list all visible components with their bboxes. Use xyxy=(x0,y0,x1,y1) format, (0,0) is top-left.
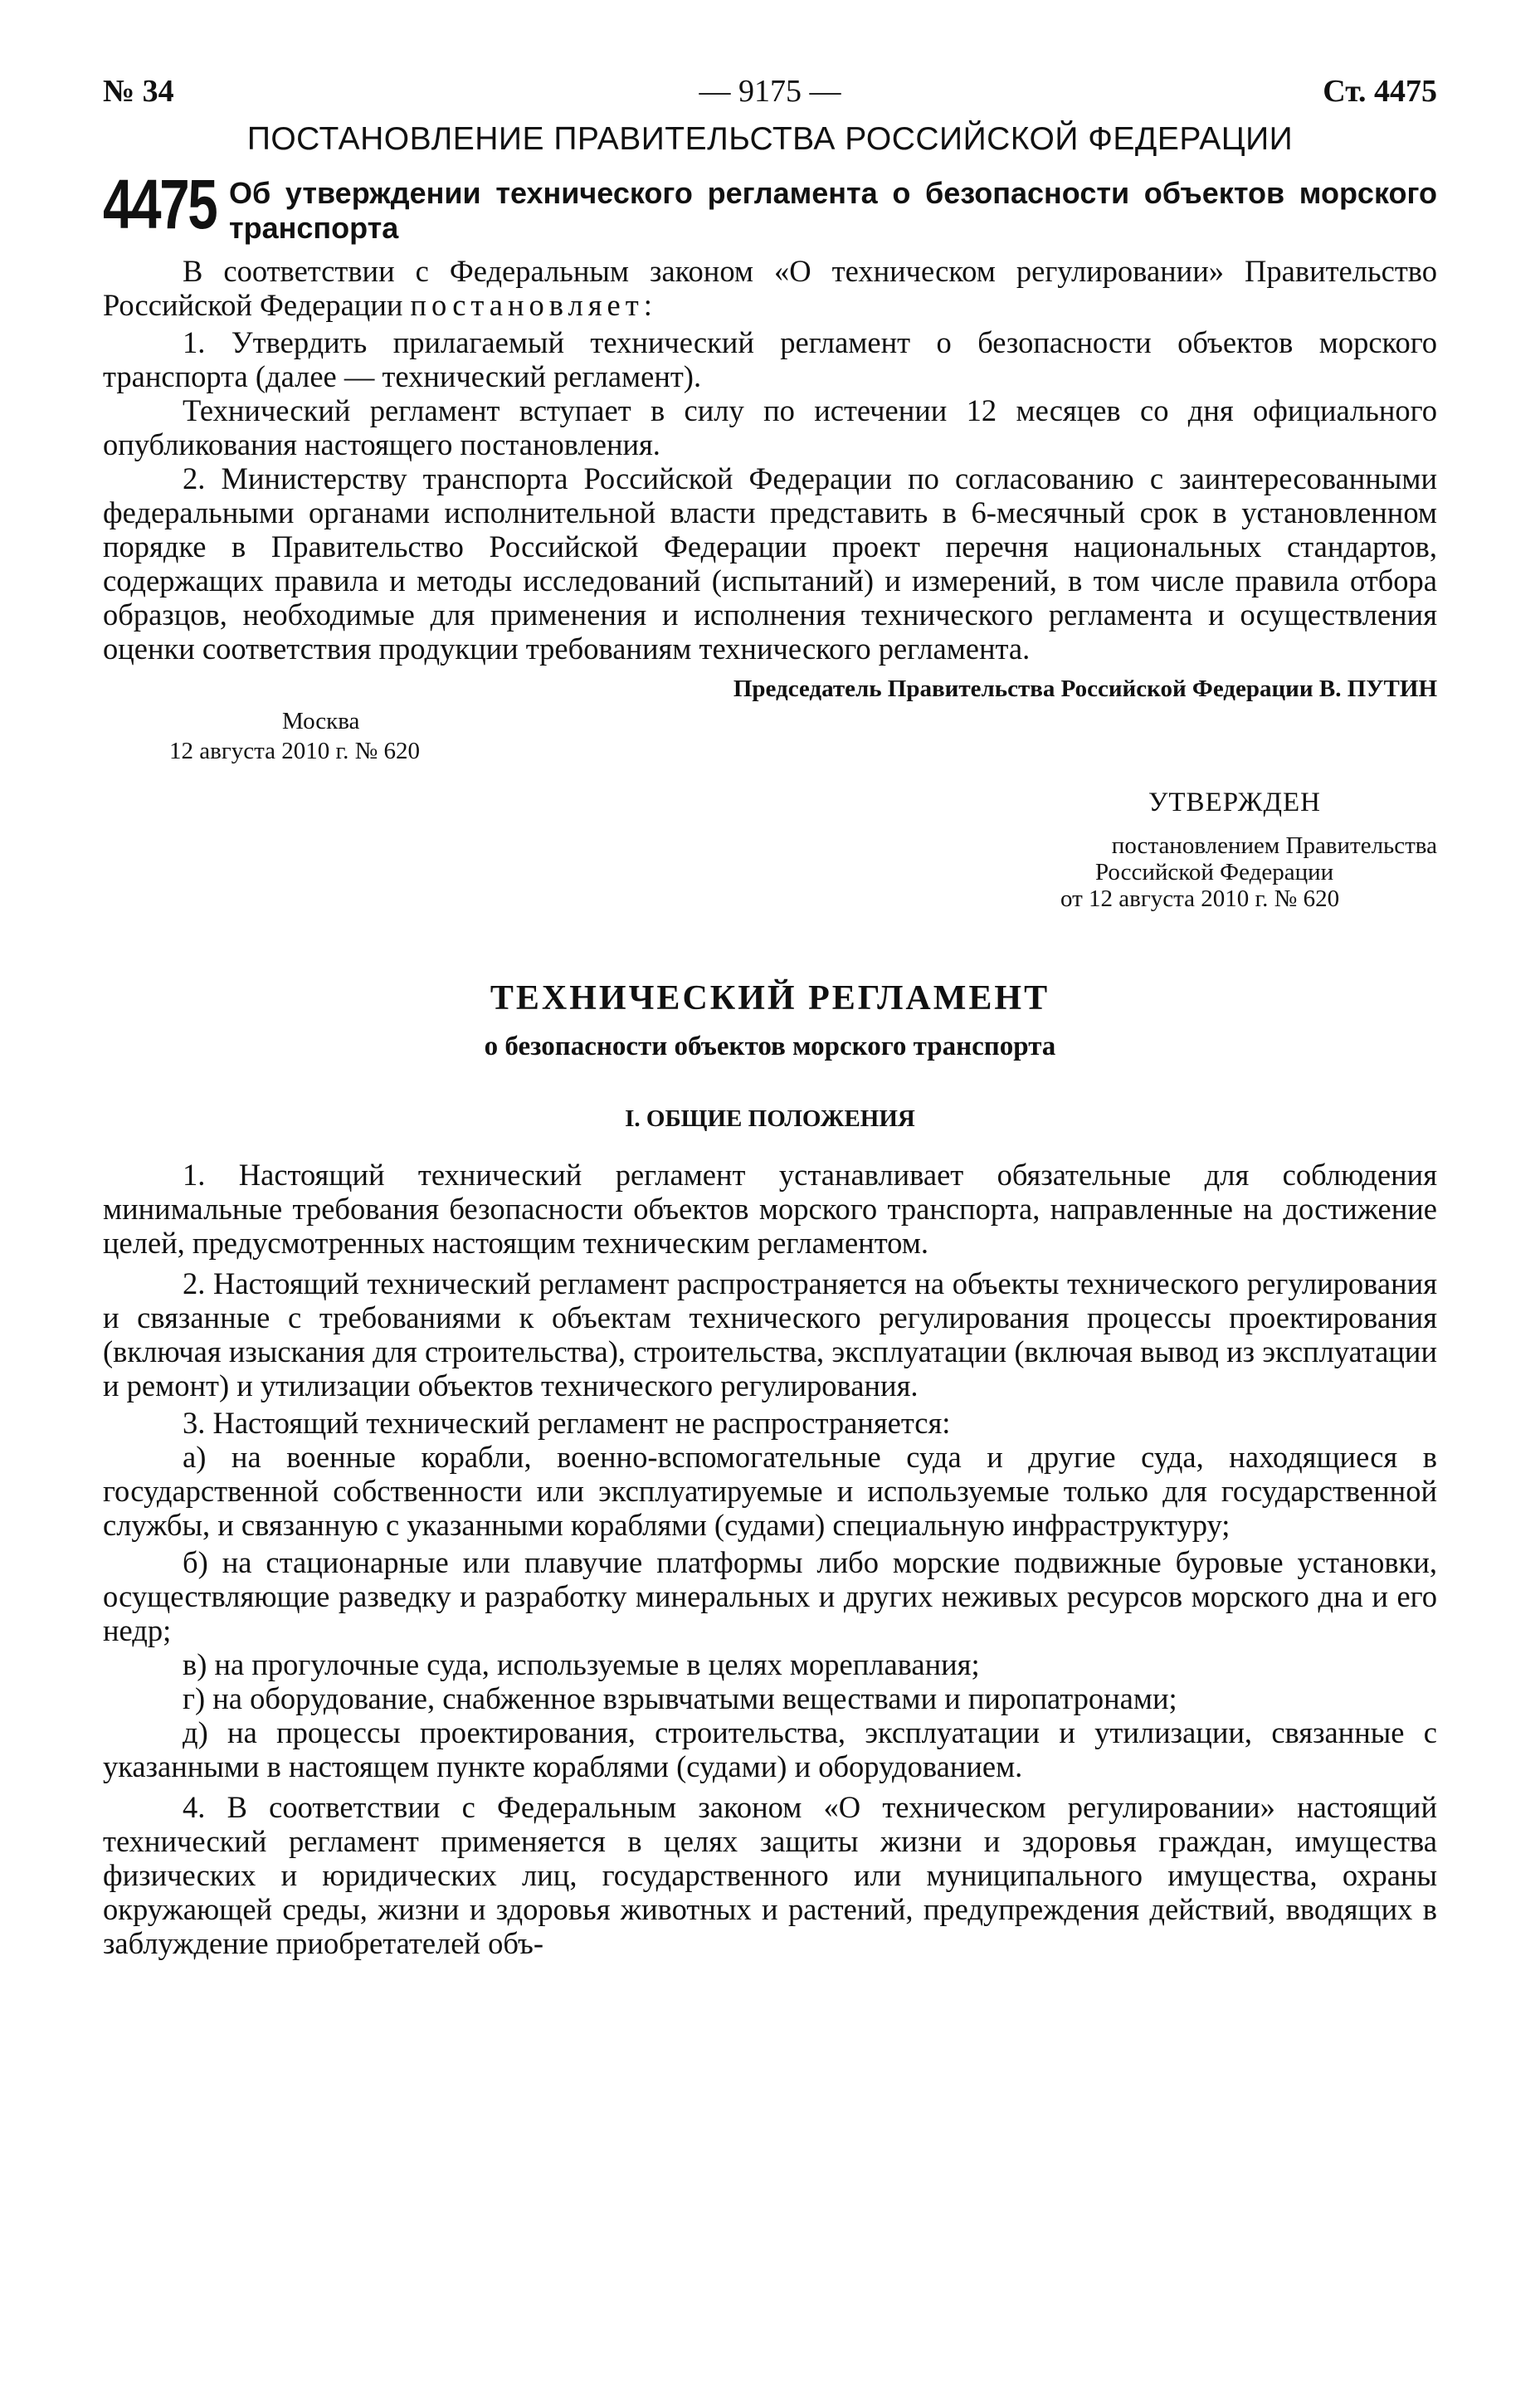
act-title: Об утверждении технического регламента о безопасности объектов морского транспорта xyxy=(229,176,1437,245)
regulation-paragraph-3: 3. Настоящий технический регламент не распространяется: xyxy=(183,1406,951,1440)
clause-2: 2. Министерству транспорта Российской Федерации по согласованию с заинтересованными федеральными органами исполнительной власти представить в 6-месячный срок в установленном порядке в Правительство Российской Федерации проект перечня национальных стандартов, содержащих правила и методы исследований (испытаний) и измерений, в том числе правила отбора образцов, необходимые для применения и исполнения технического регламента и осуществления оценки соответствия продукции требованиям технического регламента. xyxy=(103,461,1437,666)
approval-stamp xyxy=(103,788,1437,954)
approved-title: УТВЕРЖДЕН xyxy=(1148,788,1321,817)
signature: Председатель Правительства Российской Федерации В. ПУТИН xyxy=(733,676,1437,702)
regulation-title: ТЕХНИЧЕСКИЙ РЕГЛАМЕНТ xyxy=(490,979,1050,1017)
preamble-text: В соответствии с Федеральным законом «О техническом регулировании» Правительство Российской Федерации xyxy=(103,254,1437,322)
running-head xyxy=(103,73,1437,115)
act-heading xyxy=(103,165,1437,254)
section-title: I. ОБЩИЕ ПОЛОЖЕНИЯ xyxy=(625,1105,915,1132)
regulation-item-d: д) на процессы проектирования, строительства, эксплуатации и утилизации, связанные с указанными в настоящем пункте кораблями (судами) и оборудованием. xyxy=(103,1715,1437,1783)
place-and-date xyxy=(103,703,1437,769)
place-date: 12 августа 2010 г. № 620 xyxy=(169,738,421,764)
article-number: Ст. 4475 xyxy=(1323,74,1437,109)
regulation-paragraph-1: 1. Настоящий технический регламент устанавливает обязательные для соблюдения минимальные требования безопасности объектов морского транспорта, направленные на достижение целей, предусмотренных настоящим техническим регламентом. xyxy=(103,1158,1437,1260)
regulation-item-b: б) на стационарные или плавучие платформы либо морские подвижные буровые установки, осуществляющие разведку и разработку минеральных и других неживых ресурсов морского дна и его недр; xyxy=(103,1545,1437,1647)
preamble xyxy=(103,254,1437,322)
regulation-item-a: а) на военные корабли, военно-вспомогательные суда и другие суда, находящиеся в государственной собственности или эксплуатируемые и используемые только для государственной службы, и связанную с указанными кораблями (судами) специальную инфраструктуру; xyxy=(103,1440,1437,1542)
clause-1: 1. Утвердить прилагаемый технический регламент о безопасности объектов морского транспорта (далее — технический регламент). xyxy=(103,325,1437,393)
regulation-paragraph-4: 4. В соответствии с Федеральным законом «О техническом регулировании» настоящий технический регламент применяется в целях защиты жизни и здоровья граждан, имущества физических и юридических лиц, государственного или муниципального имущества, охраны окружающей среды, жизни и здоровья животных и растений, предупреждения действий, вводящих в заблуждение приобретателей объ- xyxy=(103,1790,1437,1960)
preamble-verb: постановляет: xyxy=(410,288,657,322)
act-number: 4475 xyxy=(103,165,217,243)
clause-1-effect: Технический регламент вступает в силу по истечении 12 месяцев со дня официального опубликования настоящего постановления. xyxy=(103,393,1437,461)
issue-number: № 34 xyxy=(103,74,174,109)
regulation-item-v: в) на прогулочные суда, используемые в целях мореплавания; xyxy=(183,1647,980,1681)
page-number: — 9175 — xyxy=(699,74,841,109)
approved-line-2: Российской Федерации xyxy=(1095,859,1334,885)
regulation-paragraph-2: 2. Настоящий технический регламент распространяется на объекты технического регулирования и связанные с требованиями к объектам технического регулирования процессы проектирования (включая изыскания для строительства), строительства, эксплуатации (включая вывод из эксплуатации и ремонт) и утилизации объектов технического регулирования. xyxy=(103,1266,1437,1402)
regulation-item-g: г) на оборудование, снабженное взрывчатыми веществами и пиропатронами; xyxy=(183,1681,1177,1715)
regulation-subtitle: о безопасности объектов морского транспорта xyxy=(484,1032,1056,1061)
approved-line-1: постановлением Правительства xyxy=(1111,832,1437,859)
document-kind: ПОСТАНОВЛЕНИЕ ПРАВИТЕЛЬСТВА РОССИЙСКОЙ ФЕДЕРАЦИИ xyxy=(246,121,1294,157)
approved-line-3: от 12 августа 2010 г. № 620 xyxy=(1060,885,1340,912)
document-page xyxy=(103,73,1437,1960)
place-city: Москва xyxy=(282,708,360,734)
